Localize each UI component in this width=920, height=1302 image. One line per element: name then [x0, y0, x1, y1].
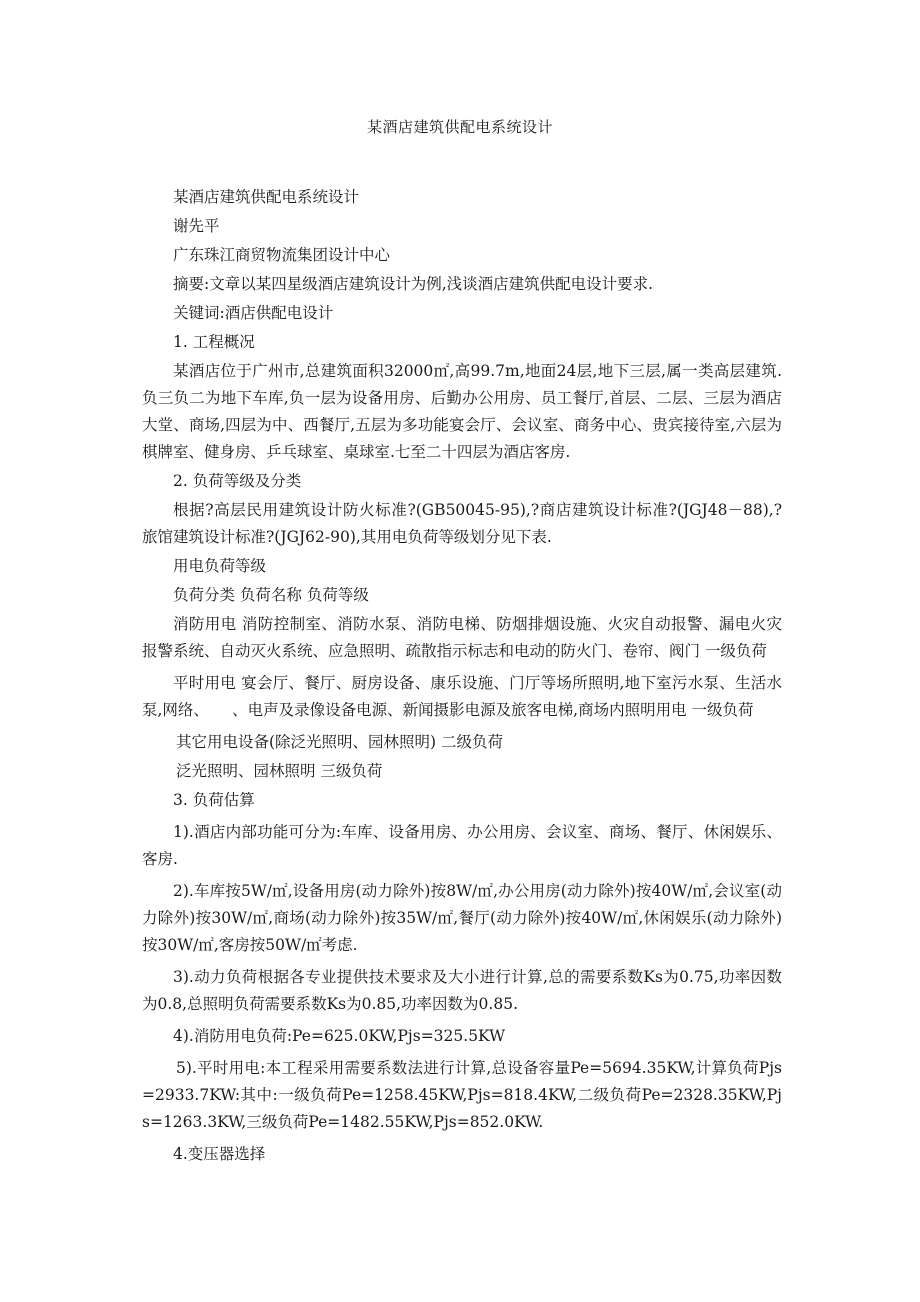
paragraph-standards: 根据?高层民用建筑设计防火标准?(GB50045-95),?商店建筑设计标准?(JGJ48－88),?旅馆建筑设计标准?(JGJ62-90),其用电负荷等级划分见下表.	[142, 501, 782, 546]
paragraph-project-overview: 某酒店位于广州市,总建筑面积32000㎡,高99.7m,地面24层,地下三层,属一类高层建筑.负三负二为地下车库,负一层为设备用房、后勤办公用房、员工餐厅,首层、二层、三层为酒店大堂、商场,四层为中、西餐厅,五层为多功能宴会厅、会议室、商务中心、贵宾接待室,六层为棋牌室、健身房、乒乓球室、桌球室.七至二十四层为酒店客房.	[142, 362, 782, 461]
article-title: 某酒店建筑供配电系统设计	[173, 188, 360, 206]
list-item-5: 5).平时用电:本工程采用需要系数法进行计算,总设备容量Pe=5694.35KW,计算负荷Pjs=2933.7KW:其中:一级负荷Pe=1258.45KW,Pjs=818.4KW,二级负荷Pe=2328.35KW,Pjs=1263.3KW,三级负荷Pe=1482.55KW,Pjs=852.0KW.	[142, 1059, 782, 1131]
document-body	[142, 184, 782, 1168]
keywords: 关键词:酒店供配电设计	[173, 304, 334, 322]
table-caption: 用电负荷等级	[173, 557, 267, 575]
list-item-2: 2).车库按5W/㎡,设备用房(动力除外)按8W/㎡,办公用房(动力除外)按40W/㎡,会议室(动力除外)按30W/㎡,商场(动力除外)按35W/㎡,餐厅(动力除外)按40W/㎡,休闲娱乐(动力除外)按30W/㎡,客房按50W/㎡考虑.	[142, 882, 782, 954]
table-header-row: 负荷分类 负荷名称 负荷等级	[173, 586, 369, 604]
abstract: 摘要:文章以某四星级酒店建筑设计为例,浅谈酒店建筑供配电设计要求.	[173, 275, 654, 293]
list-item-4: 4).消防用电负荷:Pe=625.0KW,Pjs=325.5KW	[173, 1027, 506, 1045]
author-name: 谢先平	[173, 217, 220, 235]
table-row-floodlight-load: 泛光照明、园林照明 三级负荷	[176, 762, 383, 780]
document-title: 某酒店建筑供配电系统设计	[366, 118, 553, 136]
author-affiliation: 广东珠江商贸物流集团设计中心	[173, 246, 391, 264]
section-heading-4: 4.变压器选择	[173, 1145, 266, 1163]
section-heading-3: 3. 负荷估算	[173, 791, 255, 809]
section-heading-1: 1. 工程概况	[173, 333, 255, 351]
table-row-fire-load: 消防用电 消防控制室、消防水泵、消防电梯、防烟排烟设施、火灾自动报警、漏电火灾报警系统、自动灭火系统、应急照明、疏散指示标志和电动的防火门、卷帘、阀门 一级负荷	[142, 615, 782, 660]
table-row-normal-load: 平时用电 宴会厅、餐厅、厨房设备、康乐设施、门厅等场所照明,地下室污水泵、生活水泵,网络、 、电声及录像设备电源、新闻摄影电源及旅客电梯,商场内照明用电 一级负荷	[142, 674, 782, 719]
table-row-other-load: 其它用电设备(除泛光照明、园林照明) 二级负荷	[176, 733, 504, 751]
section-heading-2: 2. 负荷等级及分类	[173, 472, 302, 490]
list-item-1: 1).酒店内部功能可分为:车库、设备用房、办公用房、会议室、商场、餐厅、休闲娱乐、客房.	[142, 823, 782, 868]
list-item-3: 3).动力负荷根据各专业提供技术要求及大小进行计算,总的需要系数Ks为0.75,功率因数为0.8,总照明负荷需要系数Ks为0.85,功率因数为0.85.	[142, 968, 782, 1013]
